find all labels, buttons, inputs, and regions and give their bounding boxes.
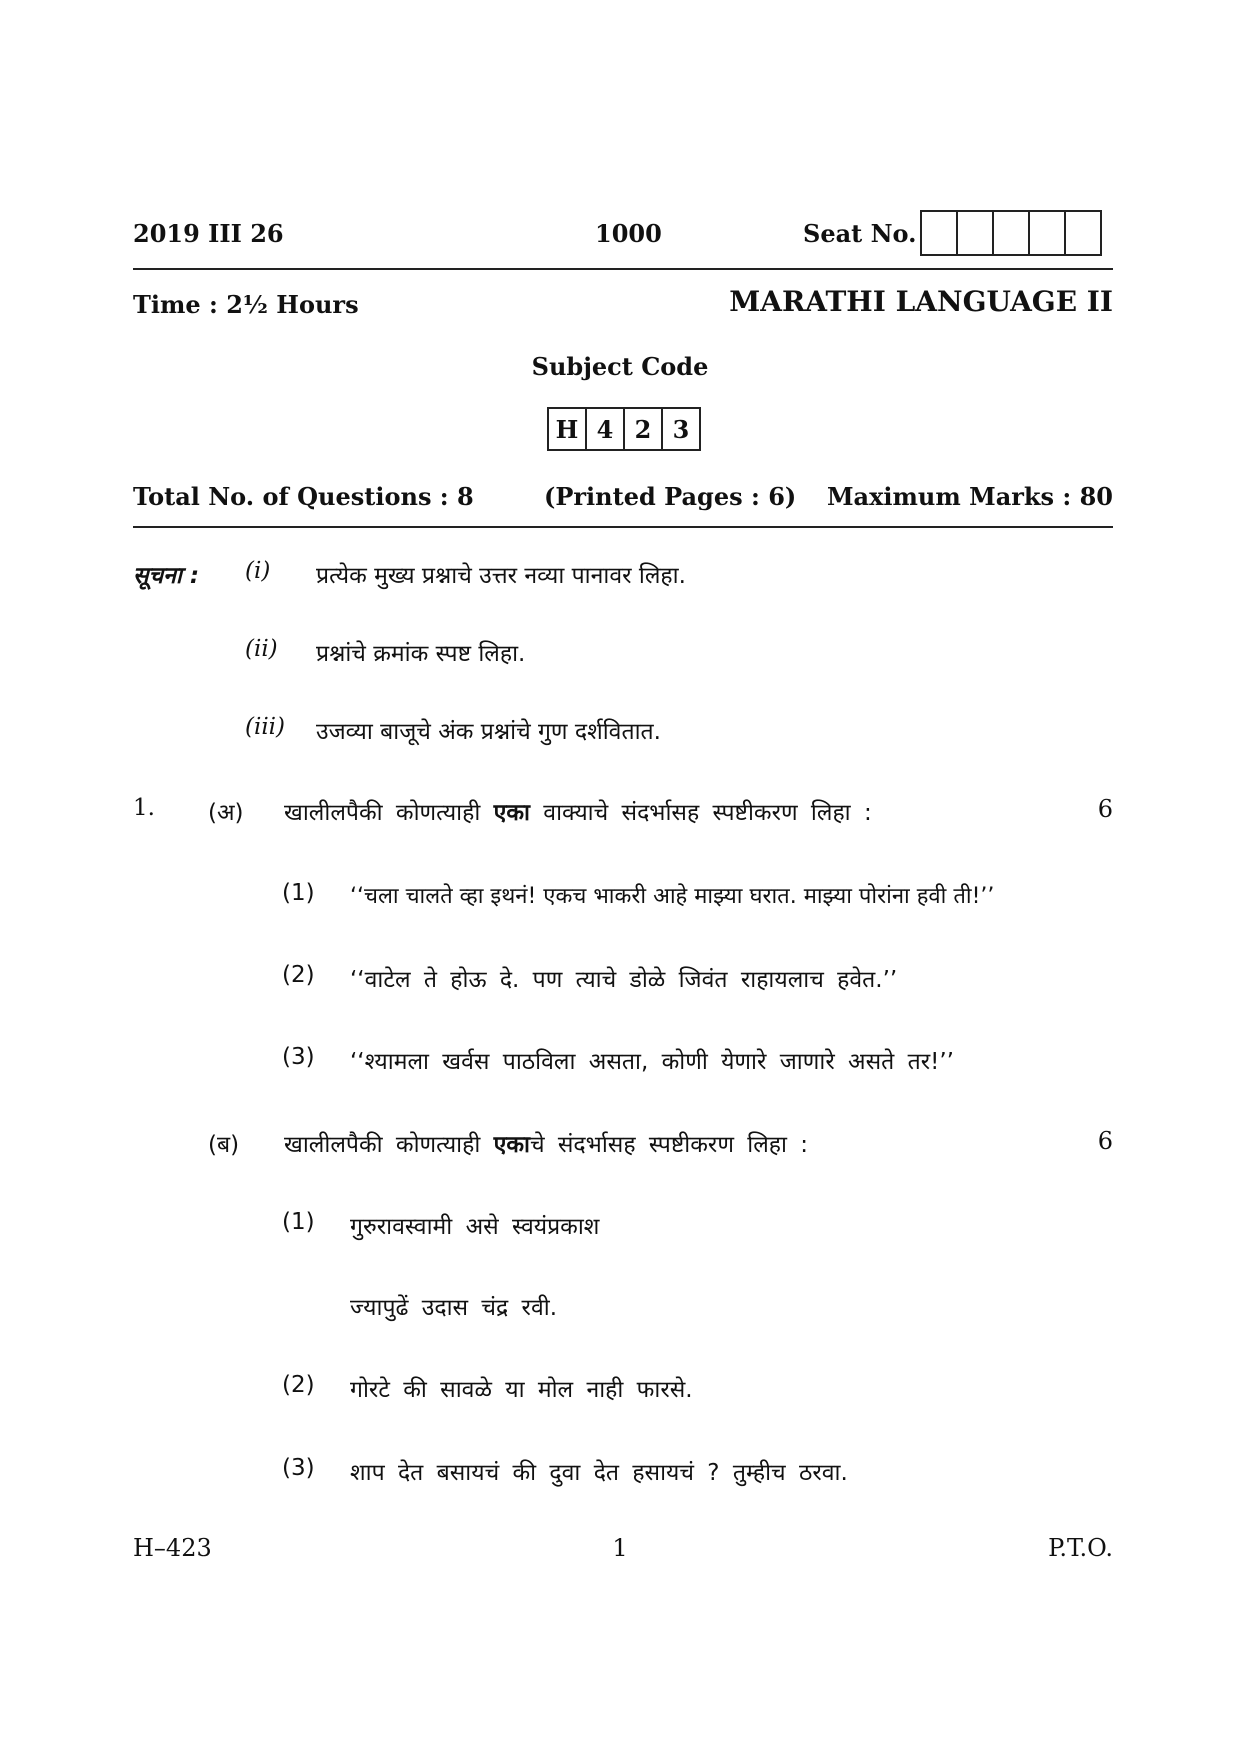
verse-line: शाप देत बसायचं की दुवा देत हसायचं ? तुम्हीच ठरवा.: [350, 1460, 848, 1486]
quote-text: ‘‘वाटेल ते होऊ दे. पण त्याचे डोळे जिवंत राहायलाच हवेत.’’: [350, 967, 898, 993]
item-number: (1): [282, 880, 315, 906]
quote-text: ‘‘चला चालते व्हा इथनं! एकच भाकरी आहे माझ्या घरात. माझ्या पोरांना हवी ती!’’: [350, 884, 995, 909]
subject-code-char: 4: [587, 409, 625, 449]
prompt-emphasis: एका: [493, 800, 530, 826]
part-a-label: (अ): [208, 800, 244, 826]
prompt-text: खालीलपैकी कोणत्याही: [284, 800, 494, 826]
item-number: (2): [282, 962, 315, 988]
prompt-emphasis: एका: [493, 1132, 530, 1158]
printed-pages: (Printed Pages : 6): [544, 482, 797, 511]
seat-box[interactable]: [958, 212, 994, 254]
total-questions: Total No. of Questions : 8: [133, 482, 474, 511]
maximum-marks: Maximum Marks : 80: [826, 482, 1113, 511]
exam-code: 2019 III 26: [133, 219, 284, 248]
subject-code-char: 3: [672, 414, 690, 444]
part-a-prompt: [284, 795, 872, 827]
instruction-text: उजव्या बाजूचे अंक प्रश्नांचे गुण दर्शवितात.: [316, 719, 661, 745]
verse-line: गोरटे की सावळे या मोल नाही फारसे.: [350, 1377, 693, 1403]
seat-box[interactable]: [994, 212, 1030, 254]
prompt-text: चे संदर्भासह स्पष्टीकरण लिहा :: [529, 1132, 809, 1158]
instruction-number: (ii): [245, 636, 278, 662]
subject-code-char: 2: [625, 409, 663, 449]
item-number: (1): [282, 1209, 315, 1235]
subject-code-label: Subject Code: [531, 352, 709, 381]
instructions-label: सूचना :: [133, 563, 200, 589]
verse-line: गुरुरावस्वामी असे स्वयंप्रकाश: [350, 1214, 600, 1240]
seat-number-label: Seat No.: [803, 219, 917, 248]
instruction-number: (iii): [245, 714, 286, 740]
please-turn-over: P.T.O.: [1048, 1534, 1113, 1562]
footer-paper-code: H–423: [133, 1534, 212, 1562]
instruction-text: प्रश्नांचे क्रमांक स्पष्ट लिहा.: [316, 641, 526, 667]
verse-line: ज्यापुढें उदास चंद्र रवी.: [350, 1295, 558, 1321]
paper-count: 1000: [595, 219, 662, 248]
subject-title: MARATHI LANGUAGE II: [729, 285, 1113, 318]
header-divider: [133, 268, 1113, 270]
seat-box[interactable]: [922, 212, 958, 254]
seat-number-boxes[interactable]: [920, 210, 1102, 256]
instruction-text: प्रत्येक मुख्य प्रश्नाचे उत्तर नव्या पानावर लिहा.: [316, 563, 686, 589]
item-number: (3): [282, 1455, 315, 1481]
prompt-text: वाक्याचे संदर्भासह स्पष्टीकरण लिहा :: [529, 800, 872, 826]
question-number: 1.: [133, 795, 155, 821]
part-b-prompt: [284, 1127, 808, 1159]
prompt-text: खालीलपैकी कोणत्याही: [284, 1132, 494, 1158]
item-number: (3): [282, 1044, 315, 1070]
subject-code-boxes: [547, 407, 701, 451]
subject-code-char: H: [549, 409, 587, 449]
time-allowed: Time : 2½ Hours: [133, 290, 359, 319]
instructions-divider: [133, 526, 1113, 528]
seat-box[interactable]: [1030, 212, 1066, 254]
item-number: (2): [282, 1372, 315, 1398]
instruction-number: (i): [245, 558, 271, 584]
part-b-label: (ब): [208, 1132, 240, 1158]
seat-box[interactable]: [1066, 212, 1100, 254]
quote-text: ‘‘श्यामला खर्वस पाठविला असता, कोणी येणारे जाणारे असते तर!’’: [350, 1049, 954, 1075]
page-number: 1: [612, 1534, 628, 1562]
part-a-marks: 6: [1097, 795, 1113, 823]
part-b-marks: 6: [1097, 1127, 1113, 1155]
